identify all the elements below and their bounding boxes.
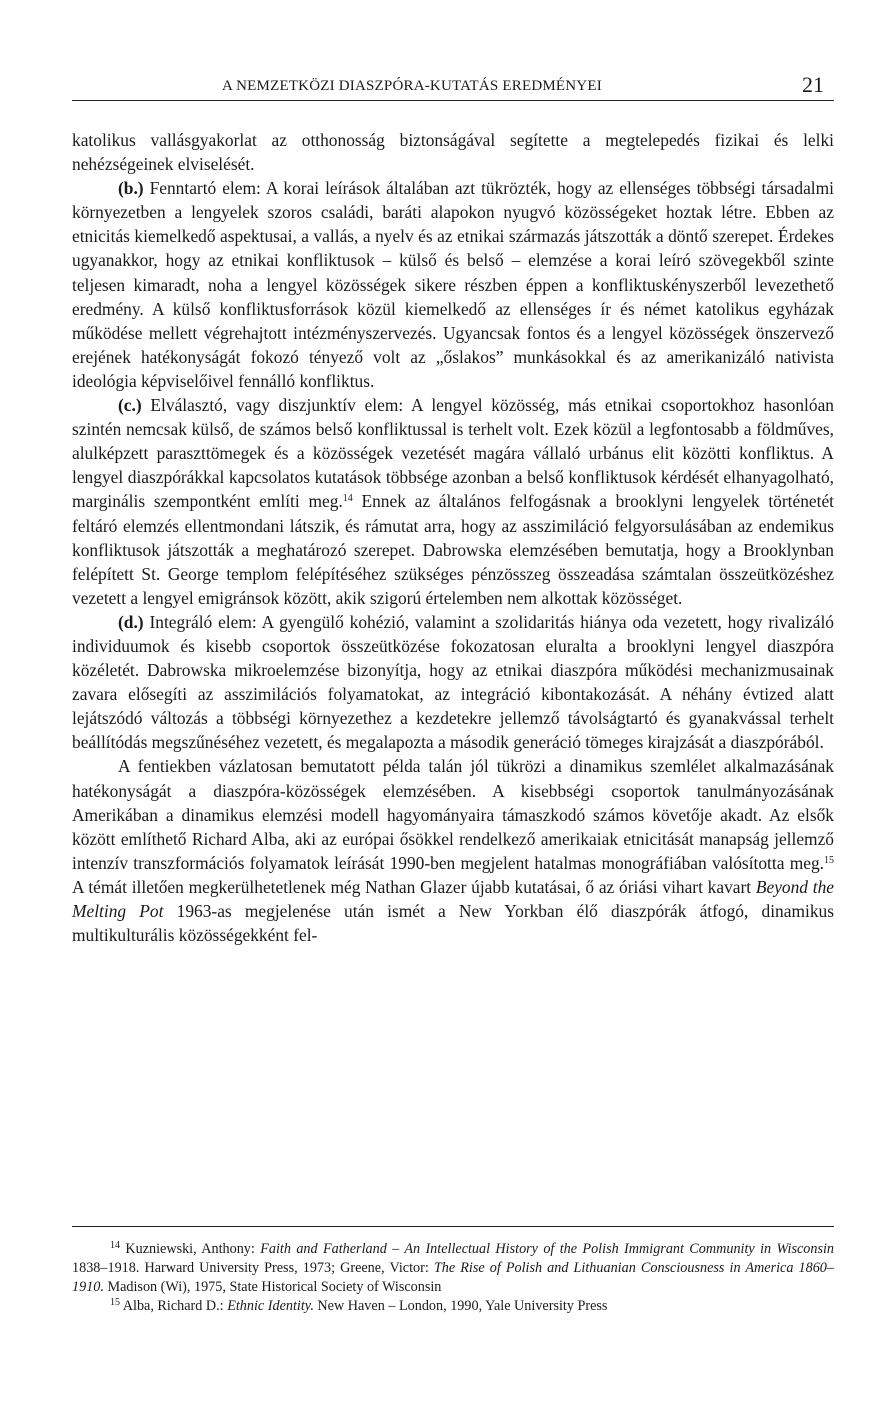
paragraph-c (72, 393, 834, 610)
footnote-15 (72, 1297, 834, 1316)
paragraph-d (72, 610, 834, 755)
footnotes (72, 1240, 834, 1316)
footnote-14-number: 14 (110, 1240, 120, 1251)
page-number: 21 (802, 72, 824, 97)
paragraph-d-text: Integráló elem: A gyengülő kohézió, valamint a szolidaritás hiánya oda vezetett, hogy rivalizáló individuumok és kisebb csoportok összeütközése fokozatosan eluralta a brooklyni lengyel diaszpóra közéletét. Dabrowska mikroelemzése bizonyítja, hogy az etnikai diaszpóra működési mechanizmusainak zavara elősegíti az asszimilációs folyamatokat, az integráció kibontakozását. A néhány évtized alatt lejátszódó változás a többségi környezethez a kezdetekre jellemző távolságtartó és gyanakvással terhelt beállítódás megszűnéséhez vezetett, és megalapozta a második generáció tömeges kirajzását a diaszpórából. (72, 611, 834, 753)
paragraph-c-marker: (c.) (118, 395, 142, 416)
footnote-divider (72, 1226, 834, 1227)
paragraph-c-text-2: Ennek az általános felfogásnak a brooklyni lengyelek történetét feltáró elemzés ellentmondani látszik, és rámutat arra, hogy az asszimiláció felgyorsulásában az endemikus konfliktusok játszották a meghatározó szerepet. Dabrowska elemzésében bemutatja, hogy a Brooklynban felépített St. George templom felépítéséhez szükséges pénzösszeg összeadása számtalan összeütközéshez vezetett a lengyel emigránsok között, akik szigorú értelemben nem alkottak közösséget. (72, 491, 835, 608)
footnote-15-number: 15 (110, 1297, 120, 1308)
paragraph-c-text-1: Elválasztó, vagy diszjunktív elem: A lengyel közösség, más etnikai csoportokhoz hasonlóan szintén nemcsak külső, de számos belső konfliktussal is terhelt volt. Ezek közül a legfontosabb a földműves, alulképzett paraszttömegek és a közösségek vezetését magára vállaló urbánus elit közötti konfliktus. A lengyel diaszpórákkal kapcsolatos kutatások többsége azonban a belső konfliktusok kérdését elhanyagolható, marginális szempontként említi meg. (72, 395, 834, 512)
paragraph-1-text: katolikus vallásgyakorlat az otthonosság biztonságával segítette a megtelepedés fizikai és lelki nehézségeinek elviselését. (72, 130, 834, 175)
paragraph-d-marker: (d.) (118, 611, 144, 632)
paragraph-5-text-1: A fentiekben vázlatosan bemutatott példa talán jól tükrözi a dinamikus szemlélet alkalmazásának hatékonyságát a diaszpóra-közösségek elemzésében. A kisebbségi csoportok tanulmányozásának Amerikában a dinamikus elemzési modell hagyományaira támaszkodó számos követője akadt. Az elsők között említhető Richard Alba, aki az európai ősökkel rendelkező amerikaiak etnicitását manapság jellemző intenzív transzformációs folyamatok leírását 1990-ben megjelent hatalmas monográfiában valósította meg. (72, 756, 834, 873)
footnote-14-text-1: Kuzniewski, Anthony: (120, 1241, 261, 1257)
paragraph-b-text: Fenntartó elem: A korai leírások általában azt tükrözték, hogy az ellenséges többségi társadalmi környezetben a lengyelek szoros családi, baráti alapokon nyugvó közösségeket hoztak létre. Ebben az etnicitás kiemelkedő aspektusai, a vallás, a nyelv és az etnikai származás játszották a döntő szerepet. Érdekes ugyanakkor, hogy az etnikai konfliktusok – külső és belső – elemzése a korai leíró szövegekből szinte teljesen kimaradt, noha a lengyel közösségek sikere részben éppen a konfliktuskényszerből levezethető eredmény. A külső konfliktusforrások közül kiemelkedő az ellenséges ír és német katolikus egyházak működése mellett végrehajtott intézményszervezés. Ugyancsak fontos és a lengyel közösségek önszervező erejének hatékonyságát fokozó tényező volt az „őslakos” munkásokkal és az amerikanizáló nativista ideológia képviselőivel fennálló konfliktus. (72, 178, 834, 391)
book-title-melting-pot: Beyond the Melting Pot (72, 876, 834, 921)
running-header (72, 70, 834, 101)
footnote-ref-14: 14 (342, 493, 353, 505)
running-title: A NEMZETKÖZI DIASZPÓRA-KUTATÁS EREDMÉNYEI (222, 78, 602, 94)
paragraph-1 (72, 128, 834, 176)
paragraph-5-text-2: A témát illetően megkerülhetetlenek még Nathan Glazer újabb kutatásai, ő az óriási vihart kavart (72, 876, 756, 897)
footnote-14-title-1: Faith and Fatherland – An Intellectual History of the Polish Immigrant Community in Wisconsin (260, 1241, 835, 1257)
body-text (72, 128, 834, 947)
footnote-14 (72, 1240, 834, 1297)
footnote-ref-15: 15 (824, 854, 834, 866)
footnote-15-text-2: New Haven – London, 1990, Yale University Press (313, 1298, 608, 1314)
paragraph-5-text-3: 1963-as megjelenése után ismét a New Yorkban élő diaszpórák átfogó, dinamikus multikulturális közösségekként fel- (72, 901, 834, 946)
footnote-15-title: Ethnic Identity. (227, 1298, 314, 1314)
footnote-14-title-2: The Rise of Polish and Lithuanian Consciousness in America 1860–1910. (72, 1260, 834, 1295)
footnote-15-text-1: Alba, Richard D.: (120, 1298, 228, 1314)
paragraph-5 (72, 754, 834, 947)
footnote-14-text-2: 1838–1918. Harward University Press, 1973; Greene, Victor: (72, 1260, 434, 1276)
footnote-14-text-3: Madison (Wi), 1975, State Historical Society of Wisconsin (103, 1279, 442, 1295)
paragraph-b (72, 176, 834, 393)
paragraph-b-marker: (b.) (118, 178, 144, 199)
